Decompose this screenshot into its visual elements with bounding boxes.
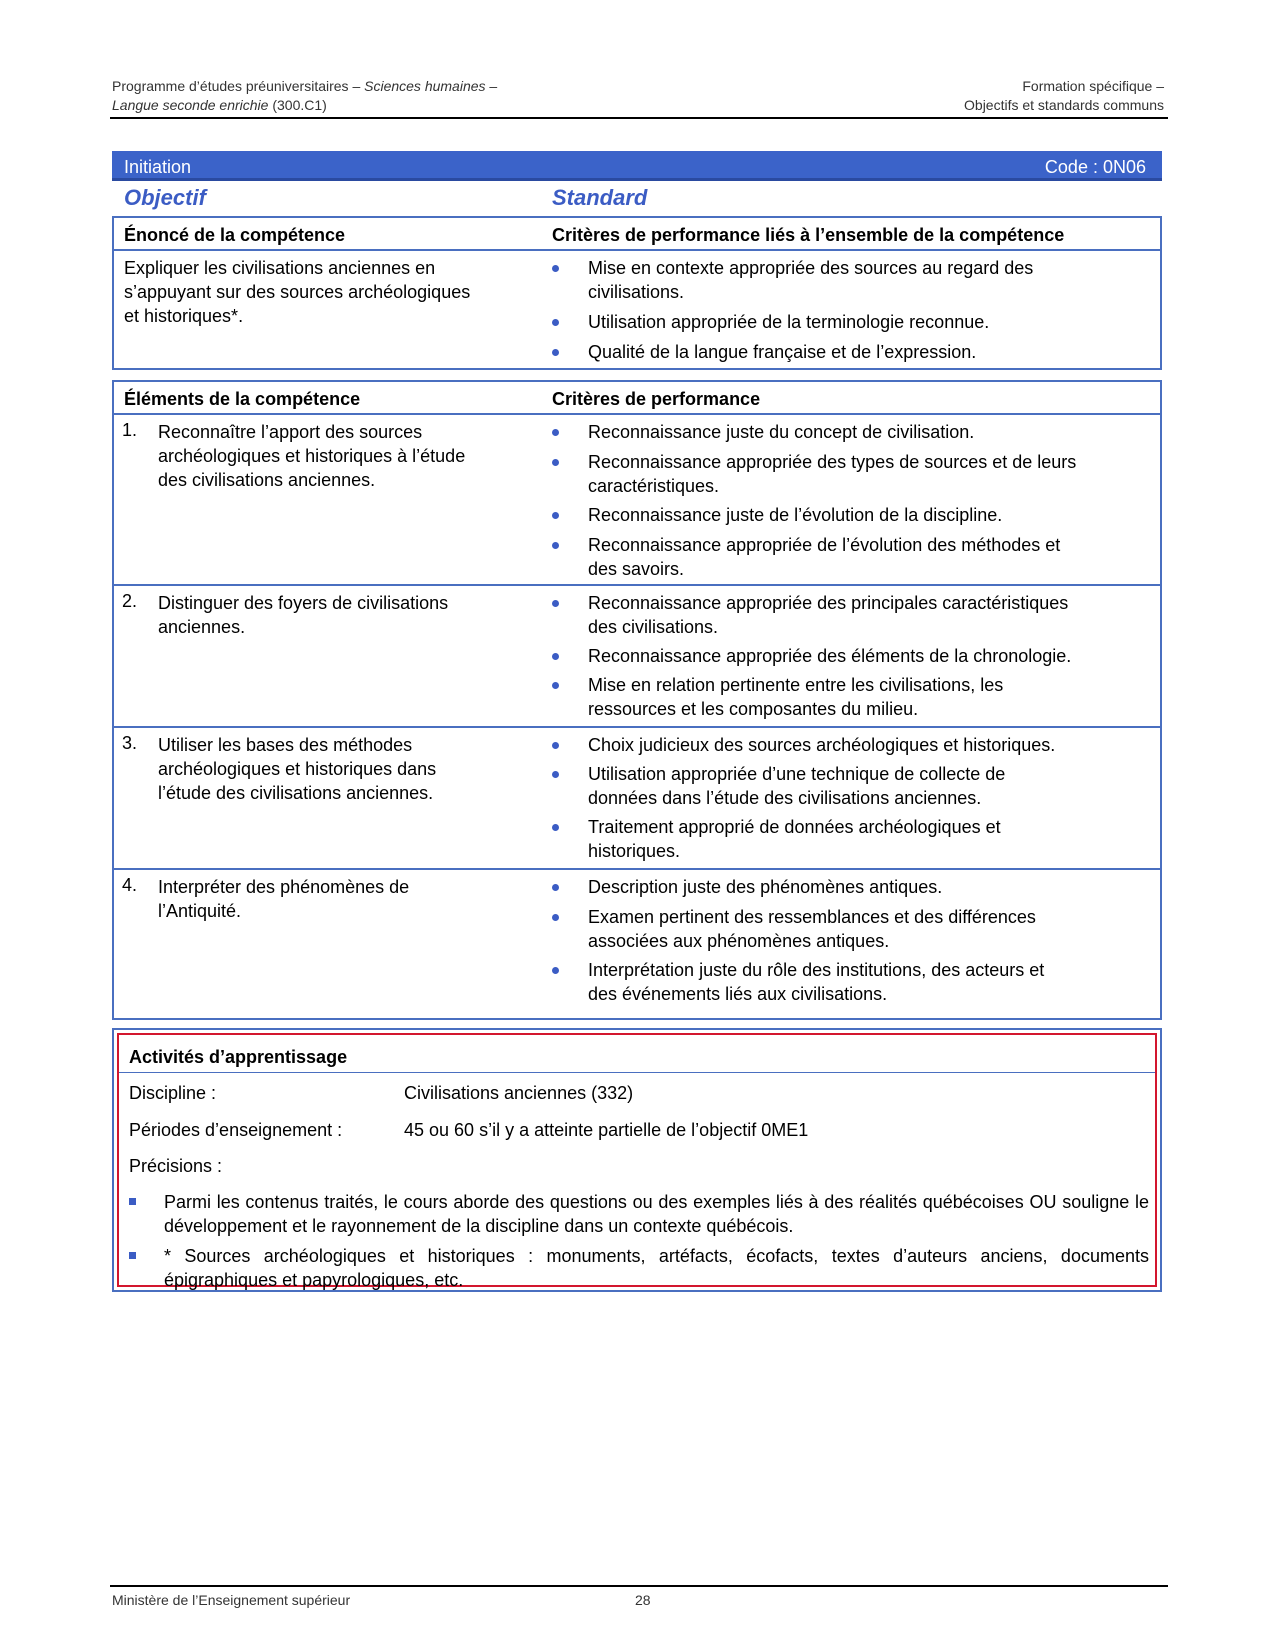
element-line: des civilisations anciennes. — [158, 470, 376, 490]
critere-item — [588, 450, 1076, 498]
element-text — [158, 420, 465, 492]
precision-item: * Sources archéologiques et historiques : monuments, artéfacts, écofacts, textes d’auteurs anciens, documents épigraphiques et papyrologiques, etc. — [164, 1246, 1149, 1290]
elements-header: Éléments de la compétence — [124, 389, 361, 409]
competence-table — [112, 216, 1162, 370]
critere-item — [588, 310, 989, 334]
critere-item — [588, 256, 1033, 304]
row-separator — [114, 726, 1160, 728]
row-separator — [114, 249, 1160, 251]
objectif-heading: Objectif — [124, 185, 206, 210]
critere-item — [588, 503, 1002, 527]
activites-rule — [119, 1072, 1155, 1073]
page-number: 28 — [635, 1592, 651, 1608]
course-level: Initiation — [124, 157, 192, 177]
activites-title: Activités d’apprentissage — [129, 1047, 348, 1067]
header-objectifs: Objectifs et standards communs — [964, 97, 1164, 113]
critere-line: Mise en relation pertinente entre les civilisations, les — [588, 675, 1004, 695]
element-line: l’étude des civilisations anciennes. — [158, 783, 434, 803]
enonce-text — [124, 256, 470, 328]
header-formation: Formation spécifique – — [1022, 78, 1164, 94]
element-line: anciennes. — [158, 617, 246, 637]
enonce-line: Expliquer les civilisations anciennes en — [124, 258, 436, 278]
critere-line: Utilisation appropriée de la terminologie reconnue. — [588, 312, 990, 332]
element-text — [158, 875, 409, 923]
critere-line: associées aux phénomènes antiques. — [588, 931, 890, 951]
element-line: archéologiques et historiques dans — [158, 759, 437, 779]
element-line: Utiliser les bases des méthodes — [158, 735, 413, 755]
header-program — [112, 78, 497, 94]
header-variant-name: Langue seconde enrichie — [112, 97, 269, 113]
critere-line: caractéristiques. — [588, 476, 720, 496]
critere-item — [588, 762, 1005, 810]
activites-apprentissage-box — [112, 1028, 1162, 1292]
element-number: 4. — [122, 875, 138, 895]
element-text — [158, 733, 436, 805]
critere-item — [588, 420, 974, 444]
discipline-label: Discipline : — [129, 1083, 217, 1103]
header-program-text: Programme d’études préuniversitaires – — [112, 78, 365, 94]
element-number: 3. — [122, 733, 138, 753]
footer-ministry: Ministère de l’Enseignement supérieur — [112, 1592, 351, 1608]
elements-table — [112, 380, 1162, 1020]
critere-item — [588, 733, 1055, 757]
element-line: Distinguer des foyers de civilisations — [158, 593, 449, 613]
critere-item — [588, 905, 1036, 953]
critere-line: civilisations. — [588, 282, 685, 302]
critere-line: des civilisations. — [588, 617, 719, 637]
element-text — [158, 591, 448, 639]
header-dash: – — [485, 78, 498, 94]
critere-line: Traitement approprié de données archéologiques et — [588, 817, 1001, 837]
critere-line: Reconnaissance juste du concept de civilisation. — [588, 422, 975, 442]
critere-line: Utilisation appropriée d’une technique de collecte de — [588, 764, 1006, 784]
header-rule — [110, 117, 1168, 119]
standard-heading: Standard — [552, 185, 648, 210]
row-separator — [114, 584, 1160, 586]
header-variant — [112, 97, 327, 113]
element-line: l’Antiquité. — [158, 901, 242, 921]
enonce-line: et historiques*. — [124, 306, 244, 326]
critere-line: Reconnaissance appropriée des types de sources et de leurs — [588, 452, 1077, 472]
element-number: 1. — [122, 420, 138, 440]
critere-line: ressources et les composantes du milieu. — [588, 699, 919, 719]
course-banner — [112, 151, 1162, 181]
critere-item — [588, 591, 1068, 639]
element-line: archéologiques et historiques à l’étude — [158, 446, 466, 466]
critere-item — [588, 875, 942, 899]
enonce-header: Énoncé de la compétence — [124, 225, 346, 245]
critere-line: données dans l’étude des civilisations anciennes. — [588, 788, 982, 808]
activites-highlight-frame — [117, 1033, 1157, 1290]
critere-line: des événements liés aux civilisations. — [588, 984, 888, 1004]
critere-item — [588, 533, 1060, 581]
criteres-header: Critères de performance liés à l’ensemble de la compétence — [552, 225, 1065, 245]
critere-item — [588, 673, 1003, 721]
critere-line: Mise en contexte appropriée des sources au regard des — [588, 258, 1034, 278]
row-separator — [114, 413, 1160, 415]
critere-item — [588, 958, 1044, 1006]
critere-line: Description juste des phénomènes antiques. — [588, 877, 943, 897]
header-program-name: Sciences humaines — [364, 78, 486, 94]
element-line: Reconnaître l’apport des sources — [158, 422, 423, 442]
criteres-performance-header: Critères de performance — [552, 389, 761, 409]
critere-line: Interprétation juste du rôle des institutions, des acteurs et — [588, 960, 1045, 980]
element-line: Interpréter des phénomènes de — [158, 877, 410, 897]
critere-item — [588, 340, 976, 364]
critere-line: Qualité de la langue française et de l’expression. — [588, 342, 977, 362]
critere-line: Reconnaissance appropriée des principales caractéristiques — [588, 593, 1069, 613]
discipline-value: Civilisations anciennes (332) — [404, 1083, 634, 1103]
critere-line: Reconnaissance appropriée de l’évolution des méthodes et — [588, 535, 1061, 555]
element-number: 2. — [122, 591, 138, 611]
critere-line: Reconnaissance appropriée des éléments de la chronologie. — [588, 646, 1072, 666]
critere-item — [588, 644, 1071, 668]
critere-line: historiques. — [588, 841, 681, 861]
precisions-label: Précisions : — [129, 1156, 223, 1176]
critere-line: des savoirs. — [588, 559, 685, 579]
critere-line: Reconnaissance juste de l’évolution de la discipline. — [588, 505, 1003, 525]
header-variant-code: (300.C1) — [268, 97, 327, 113]
footer-rule — [110, 1585, 1168, 1587]
critere-line: Examen pertinent des ressemblances et des différences — [588, 907, 1036, 927]
course-code: Code : 0N06 — [1044, 157, 1146, 177]
enonce-line: s’appuyant sur des sources archéologiques — [124, 282, 471, 302]
periodes-label: Périodes d’enseignement : — [129, 1120, 343, 1140]
periodes-value: 45 ou 60 s’il y a atteinte partielle de l’objectif 0ME1 — [404, 1120, 809, 1140]
critere-item — [588, 815, 1001, 863]
row-separator — [114, 868, 1160, 870]
precision-item: Parmi les contenus traités, le cours aborde des questions ou des exemples liés à des réalités québécoises OU souligne le développement et le rayonnement de la discipline dans un contexte québécois. — [164, 1192, 1149, 1236]
critere-line: Choix judicieux des sources archéologiques et historiques. — [588, 735, 1056, 755]
